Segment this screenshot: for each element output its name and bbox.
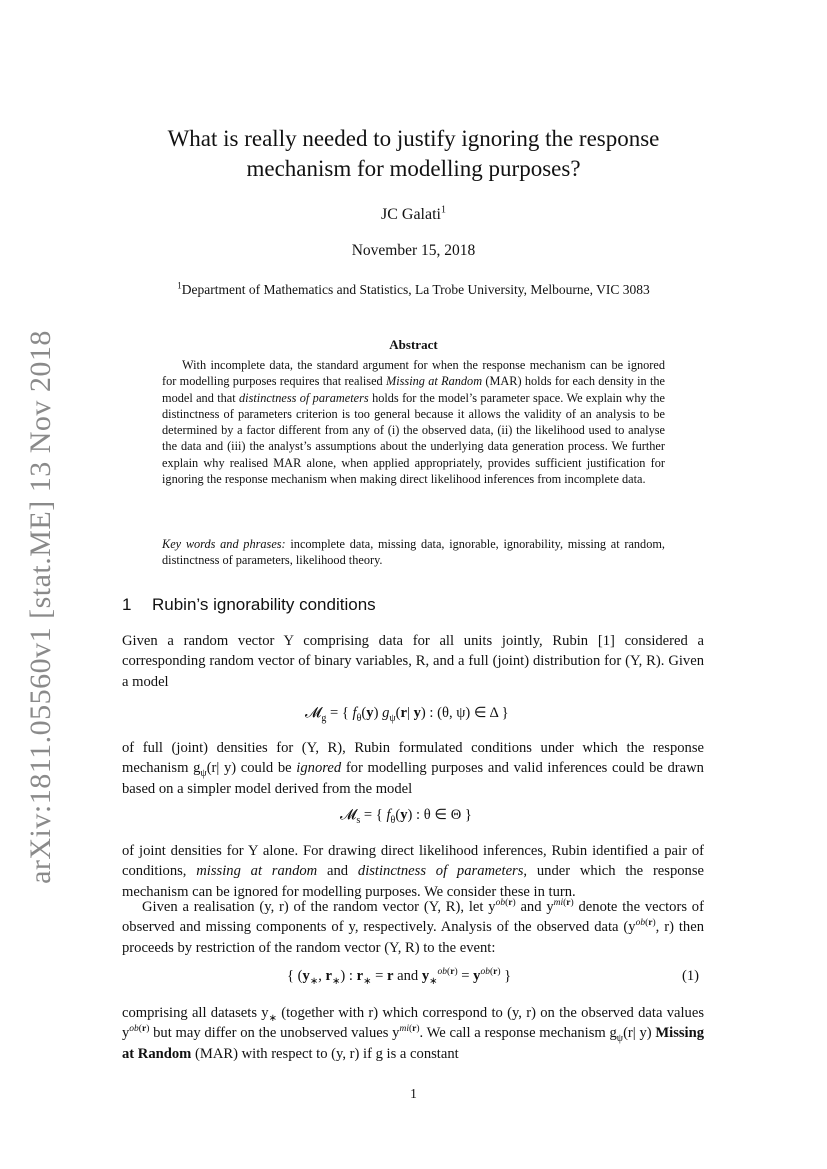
affiliation: Department of Mathematics and Statistics, La Trobe University, Melbourne, VIC 3083: [181, 282, 650, 297]
abstract-heading: Abstract: [389, 337, 438, 352]
section-paragraph-ignorable: of full (joint) densities for (Y, R), Rubin formulated conditions under which the response mechanism $g_\psi(r|$ y) could be ignored for modelling purposes and valid inferences could be drawn based on a simpler model derived from the model: [122, 740, 704, 797]
section-title: Rubin’s ignorability conditions: [152, 595, 376, 614]
em-missing-at-random: missing at random: [196, 863, 318, 880]
paper-title: What is really needed to justify ignoring the response mechanism for modelling purposes?: [167, 126, 660, 181]
em-ignored: ignored: [296, 760, 342, 777]
text-comp-f: (MAR) with respect to (y, r) if g is a constant: [194, 1045, 459, 1062]
abstract-em-distinctness: distinctness of parameters: [239, 390, 369, 405]
text-after-mg-a: of full (joint) densities for (Y, R), Rubin formulated conditions under which the response mechanism g: [122, 740, 704, 777]
section-heading: [122, 595, 376, 615]
text-comp-b: (together with r) which correspond to (y, r) on the observed data values y: [122, 1005, 704, 1042]
text-after-mg-b: (r| y) could be: [206, 760, 292, 777]
abstract-paragraph: [162, 357, 665, 487]
abstract-text-3: holds for the model’s parameter space. We explain why the distinctness of parameters criterion is too general because it allows the validity of an analysis to be determined by a factor different from any of (i) the observed data, (ii) the likelihood used to analyse the data and (iii) the analyst’s assumptions about the underlying data generation process. We further explain why realised MAR alone, when applied appropriately, provides sufficient justification for ignoring the response mechanism when making direct likelihood inferences from incomplete data.: [162, 390, 665, 487]
arxiv-sidebar-stamp: [24, 330, 57, 884]
text-real-b: and y: [520, 899, 554, 915]
abstract-text-1: With incomplete data, the standard argument for when the response mechanism can be ignored for modelling purposes requires that realised: [162, 358, 665, 389]
section-number: 1: [122, 595, 132, 614]
page-number: 1: [410, 1086, 417, 1101]
arxiv-id: arXiv:1811.05560v1 [stat.ME] 13 Nov 2018: [24, 330, 57, 884]
author-affil-mark: 1: [441, 204, 446, 216]
text-after-mg-c: for modelling purposes and valid inferences could be drawn based on a simpler model derived from the model: [122, 760, 704, 797]
text-comp-c: but may differ on the unobserved values y: [153, 1025, 400, 1042]
keywords-label: Key words and phrases:: [162, 537, 286, 551]
paper-date: November 15, 2018: [351, 242, 476, 259]
text-comp-e: (r| y): [623, 1025, 652, 1042]
equation-event: { ($y_∗$, $r_∗$) : $r_∗ = r$ and $y_∗^{ob(r)} = y^{ob(r)}$ }: [287, 967, 512, 987]
section-paragraph-realisation: Given a realisation (y, r) of the random vector (Y, R), let $y^{ob(r)}$ and $y^{mi(r)}$ denote the vectors of observed and missing components of y, respectively. Analysis of the observed data ($y^{ob(r)}$, r) then proceeds by restriction of the random vector (Y, R) to the event:: [122, 898, 705, 956]
text-after-ms-b: and: [327, 863, 349, 880]
text-real-a: Given a realisation (y, r) of the random vector (Y, R), let y: [142, 899, 496, 915]
section-paragraph-mar-definition: comprising all datasets $y_∗$ (together with r) which correspond to (y, r) on the observed data values $y^{ob(r)}$ but may differ on the unobserved values $y^{mi(r)}$. We call a response mechanism $g_\psi(r|$ y) Missing at Random (MAR) with respect to (y, r) if g is a constant: [122, 1005, 705, 1062]
equation-model-full: 𝓜$_g$ = { $f_\theta(y)$ $g_\psi(r|$ y) : (θ, ψ) ∈ Δ }: [305, 705, 509, 724]
em-distinctness: distinctness of parameters: [357, 863, 524, 880]
text-after-ms-c: , under which the response mechanism can be ignored for modelling purposes. We consider these in turn.: [122, 863, 705, 900]
text-comp-d: . We call a response mechanism g: [419, 1025, 617, 1042]
keywords-text: incomplete data, missing data, ignorable, ignorability, missing at random, distinctness of parameters, likelihood theory.: [162, 537, 665, 568]
equation-number: (1): [682, 968, 700, 984]
abstract-text-2: (MAR) holds for each density in the model and that: [162, 374, 665, 405]
text-real-c: denote the vectors of observed and missing components of y, respectively. Analysis of the observed data (y: [122, 899, 704, 936]
text-comp-a: comprising all datasets y: [122, 1005, 269, 1021]
affiliation-line: [0, 282, 827, 298]
bold-missing-at-random: Missing at Random: [122, 1025, 705, 1062]
author-name: JC Galati: [381, 206, 441, 223]
text-real-d: , r) then proceeds by restriction of the random vector (Y, R) to the event:: [122, 919, 705, 956]
equation-model-simple: 𝓜$_s$ = { $f_\theta(y)$ : θ ∈ Θ }: [340, 807, 472, 826]
abstract-body: [162, 357, 665, 487]
author-line: [0, 206, 827, 224]
keywords: [162, 536, 665, 569]
abstract-em-mar: Missing at Random: [385, 374, 483, 389]
section-paragraph-conditions: [122, 841, 704, 902]
affiliation-mark: 1: [177, 280, 182, 291]
section-paragraph-intro: Given a random vector Y comprising data for all units jointly, Rubin [1] considered a corresponding random vector of binary variables, R, and a full (joint) distribution for (Y, R). Given a model: [122, 633, 704, 690]
text-after-ms-a: of joint densities for Y alone. For drawing direct likelihood inferences, Rubin identified a pair of conditions,: [122, 843, 704, 880]
